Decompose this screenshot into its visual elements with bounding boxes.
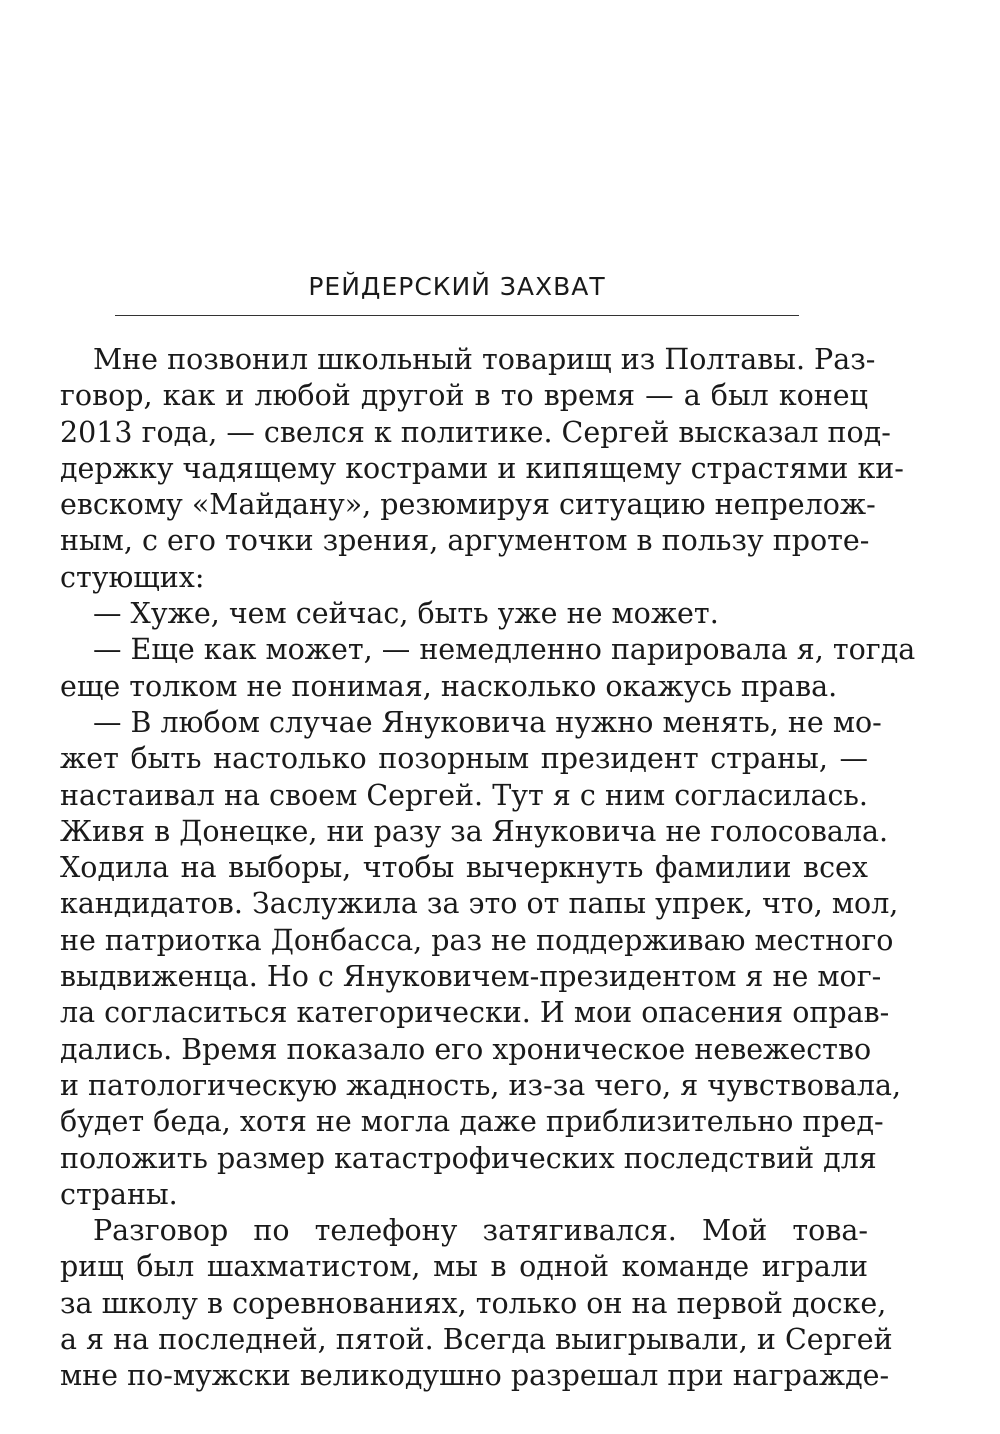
text-line: за школу в соревнованиях, только он на первой доске, [60,1286,887,1320]
text-line: Ходила на выборы, чтобы вычеркнуть фамилии всех [60,851,868,885]
text-line: Живя в Донецке, ни разу за Януковича не голосовала. [60,814,889,848]
text-line: 2013 года, — свелся к политике. Сергей высказал под- [60,415,891,449]
text-line: жет быть настолько позорным президент страны, — [60,742,868,776]
text-line: говор, как и любой другой в то время — а был конец [60,379,868,413]
text-line: ным, с его точки зрения, аргументом в пользу проте- [60,524,870,558]
text-line: Мне позвонил школьный товарищ из Полтавы. Раз- [93,343,876,376]
text-line: кандидатов. Заслужила за это от папы упрек, что, мол, [60,887,899,921]
text-line: выдвиженца. Но с Януковичем-президентом я не мог- [60,960,882,994]
text-line: еще толком не понимая, насколько окажусь права. [60,669,838,703]
text-line: и патологическую жадность, из-за чего, я чувствовала, [60,1068,902,1102]
text-line: Разговор по телефону затягивался. Мой това- [93,1214,868,1248]
text-line: евскому «Майдану», резюмируя ситуацию непрелож- [60,488,876,522]
text-line: стующих: [60,560,205,594]
text-line: — Еще как может, — немедленно парировала я, тогда [93,633,916,667]
text-line: — В любом случае Януковича нужно менять, не мо- [93,705,882,739]
text-line: держку чадящему кострами и кипящему страстями ки- [60,451,904,485]
text-line: будет беда, хотя не могла даже приблизительно пред- [60,1105,884,1139]
chapter-title: РЕЙДЕРСКИЙ ЗАХВАТ [308,272,606,301]
text-line: настаивал на своем Сергей. Тут я с ним согласилась. [60,778,868,812]
text-line: положить размер катастрофических последствий для [60,1141,877,1175]
text-line: мне по-мужски великодушно разрешал при награжде- [60,1359,890,1393]
text-line: дались. Время показало его хроническое невежество [60,1032,872,1066]
text-line: ла согласиться категорически. И мои опасения оправ- [60,996,890,1030]
text-line: а я на последней, пятой. Всегда выигрывали, и Сергей [60,1323,893,1357]
chapter-body [60,342,916,1395]
text-line: рищ был шахматистом, мы в одной команде играли [60,1250,868,1284]
text-line: не патриотка Донбасса, раз не поддерживаю местного [60,923,894,957]
text-line: — Хуже, чем сейчас, быть уже не может. [93,597,719,631]
title-underline [115,315,799,316]
text-line: страны. [60,1177,178,1211]
